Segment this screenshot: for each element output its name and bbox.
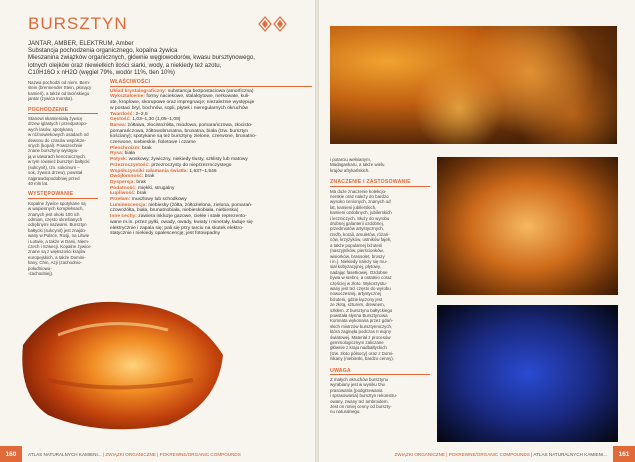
text-line: (sukcynit), tzn. sukcinum – (28, 164, 80, 170)
property-label: Współczynniki załamania światła: (110, 168, 189, 174)
footer-right (318, 446, 635, 462)
property-value: zawiera inkluzje gazowe, ciekłe i stałe reprezento- (136, 214, 247, 220)
text-line: biżuterii, gdzie łączony jest (330, 296, 383, 302)
text-line: (tzw. złoto północy) oraz z Domi- (330, 350, 394, 356)
text-line: bywa w srebro, a ostatnio coraz (330, 275, 392, 281)
footer-right-text-b: | ATLAS NATURALNYCH KAMIENI... (531, 451, 607, 457)
section-heading-uwaga: UWAGA (330, 369, 430, 375)
zastosowanie-text (330, 189, 430, 362)
text-line: kany, Chin, Azji (zachodnio- (28, 260, 82, 266)
section-heading-pochodzenie: POCHODZENIE (28, 108, 98, 114)
text-line: ze złotą, szturem, drewnem, (330, 302, 385, 308)
property-label: Rysa: (110, 151, 124, 157)
text-line: i sprasowania) bursztyn rekonstru- (330, 393, 398, 399)
property-value: 1,03–1,30 (1,05–1,09) (130, 117, 181, 123)
property-label: Inne cechy: (110, 214, 137, 220)
text-line: odrębnymi nazwami. Bursztyn (28, 222, 87, 228)
amber-photo-large (18, 285, 228, 435)
text-line: i in.). Niekiedy należy się mu- (330, 258, 388, 264)
subtitle-line: C10H16O x nH2O (węgiel 79%, wodór 11%, tlen 10%) (28, 68, 175, 76)
text-line: światowej. Materiał z procesów (330, 334, 391, 340)
diamond-icons (258, 16, 288, 32)
subtitle-line: Substancja pochodzenia organicznego, kopalna żywica (28, 47, 178, 55)
text-line: powstała słynna Bursztynowa (330, 312, 388, 318)
text-line: siał kobyzacyjnej, płytowy, (330, 264, 381, 270)
property-value: w postaci bryl, bochnów, sopli, płytek i nieregularnych okruchów (110, 105, 249, 111)
text-line: odmian, często określanych (28, 216, 83, 222)
text-line: Madagaskaru, a także wielu (330, 162, 385, 168)
text-line: znanych jest około 100 ich (28, 211, 80, 217)
text-line: lat, kamieni jubilerskich, (330, 204, 377, 210)
pochodzenie-text (28, 116, 98, 186)
text-line: południowo- (28, 265, 52, 271)
property-value: 2–2,5 (134, 111, 148, 117)
section-heading-zastosowanie: ZNACZENIE I ZASTOSOWANIE (330, 180, 430, 186)
text-line: skich mistrzów bursztynniczych, (330, 323, 393, 329)
property-label: Dyspersja: (110, 179, 136, 185)
text-line: częściej w złoto. Wykorzystu- (330, 280, 388, 286)
amber-figurine-photo (437, 157, 618, 295)
property-value: czowożółta, biała, brunatnobiała, niebieskobiała, niebieska) (110, 208, 239, 214)
text-line: stein (brennender Stein, płonący (28, 85, 92, 91)
property-label: Połysk: (110, 157, 128, 163)
text-line: -zachodniej). (28, 271, 54, 276)
text-line: Ma duże znaczenie kolekcjo- (330, 188, 387, 194)
property-label: Dwójłomność: (110, 174, 144, 180)
text-line: wany w Polsce, Rosji, na Litwie (28, 233, 90, 239)
book-gutter (315, 0, 319, 462)
footer-left-text (22, 452, 247, 457)
property-value: formy naciekowe, stalaktytowe, nerkowate, kuli- (144, 94, 250, 100)
text-line: Jest on mniej cenny od burszty- (330, 404, 392, 410)
property-label: Luminescencja: (110, 202, 147, 208)
text-line: kamieni ozdobnych, jubilerskich (330, 210, 392, 216)
property-value: substancja bezpostaciowa (amorficzna) (166, 88, 254, 94)
property-label: Podatność: (110, 185, 137, 191)
property-value: statycznie i niekiedy opalescencję; jest fotowpadny (110, 231, 221, 237)
property-value: przezroczysty do nieprzezroczystego (149, 162, 232, 168)
text-line: przedmiotów artystycznych, (330, 226, 384, 232)
text-line: w różnowiekowych osadach od (28, 132, 89, 138)
property-label: Gęstość: (110, 117, 131, 123)
text-line: 40 mln lat. (28, 180, 49, 186)
text-line: i leczniczych. Służy do wyrobu (330, 215, 390, 221)
property-label: Wykształcenie: (110, 94, 145, 100)
text-line: nerskie oraz należy do bardzo (330, 194, 389, 200)
text-line: Nazwa pochodzi od niem. Bern- (28, 80, 91, 85)
page-title: BURSZTYN (28, 14, 128, 33)
page-number-right: 161 (613, 446, 635, 462)
wystepowanie-text (28, 201, 98, 277)
text-line: kamień), a także od łacińskiego (28, 90, 90, 96)
text-line: wych lasów, spotykaną (28, 126, 73, 132)
uwaga-text (330, 377, 430, 415)
property-value: elektrycznie i zapala się; pali się przy tarciu na skutek elektro- (110, 225, 244, 231)
text-line: najprawdopodobniej przed (28, 175, 80, 181)
text-line: znane są z większości krajów (28, 249, 86, 255)
text-line: czech i Szwecji. Kopalne żywice (28, 243, 91, 249)
property-label: Przezroczystość: (110, 162, 150, 168)
footer-left-text-b: | ZWIĄZKI ORGANICZNE | POKREWNE/ORGANIC COMPOUNDS (102, 451, 241, 457)
property-value: miękki, strugalny (136, 185, 175, 191)
text-line: owany, zwany też ambroidem. (330, 398, 389, 404)
subtitle-line: lotnych olejków oraz niewielkich ilości siarki, wody, a niekiedy też azotu, (28, 61, 222, 69)
subtitle-block (28, 40, 300, 76)
text-line: drobnej galanterii ozdobnej, (330, 221, 384, 227)
property-value: żółtawa, złocistożółta, miodowa, pomarańczowa, złocisto- (126, 122, 253, 128)
properties-block (110, 80, 312, 237)
text-line: gemmologicznym zaliczane (330, 340, 384, 345)
text-line: znane bursztyny występu- (28, 148, 79, 154)
footer-right-text-a: ZWIĄZKI ORGANICZNE | POKREWNE/ORGANIC COMPOUNDS (394, 451, 530, 457)
text-line: wysoko cenionych, znanych od (330, 199, 391, 205)
section-heading-wlasciwosci: WŁAŚCIWOŚCI (110, 80, 312, 87)
text-line: bałtycki (sukcynit) jest znajdo- (28, 227, 87, 233)
footer-right-text (388, 452, 613, 457)
property-line (110, 231, 312, 237)
footer-left-text-a: ATLAS NATURALNYCH KAMIENI... (28, 451, 102, 457)
text-line: ców, krzyżyków, ustników fajek, (330, 237, 392, 243)
property-label: Twardość: (110, 111, 135, 117)
property-label: Łupliwość: (110, 191, 136, 197)
property-value: brak (140, 145, 152, 151)
subtitle-line: JANTAR, AMBER, ELEKTRUM, Amber (28, 40, 134, 47)
text-line: jantar (żywica morska). (28, 96, 74, 102)
text-line: wyrabiany jest w wyniku tzw. (330, 382, 386, 388)
text-line: Stanowi skamieniałą żywicę (28, 116, 83, 122)
text-line: Komnata wykonana przez gdań- (330, 318, 393, 324)
property-value: woskowy, żywiczny, niekiedy tłusty, szklisty lub matowy (127, 157, 248, 163)
property-value: brak (135, 191, 147, 197)
text-line: Z małych okruchów bursztynu (330, 377, 389, 383)
blue-amber-photo (437, 305, 618, 442)
footer-left (0, 446, 316, 462)
property-value: brak (135, 179, 146, 185)
text-line: w tym również bursztyn bałtycki (28, 159, 90, 165)
text-line: nadając fasetkowej. Ozdobne (330, 269, 388, 275)
text-line: nikany (niebieski, bardzo cenny). (330, 356, 394, 362)
text-line: drzew iglastych i przedpotopo- (28, 121, 88, 127)
property-label: Przełam: (110, 197, 131, 203)
diamond-icon (259, 17, 271, 31)
text-line: wisiorków, bransolet, broszy (330, 253, 385, 259)
text-line: nu naturalnego. (330, 409, 361, 415)
property-label: Barwa: (110, 122, 127, 128)
property-label: Układ krystalograficzny: (110, 88, 167, 94)
text-line: prasowania (podgrzewania (330, 387, 383, 393)
property-value: brak (143, 174, 155, 180)
text-line: sok, żywica drzew), powstał (28, 170, 83, 176)
property-value: kościany); spotykane są też bursztyny zielone, czerwone, brunatno- (110, 134, 257, 140)
right-column (330, 157, 430, 415)
intro-text (28, 80, 98, 102)
text-line: Kopalne żywice spotykane są (28, 200, 86, 206)
text-line: krajów afrykańskich. (330, 167, 370, 173)
text-line: dewonu do czasów współcze- (28, 137, 87, 143)
text-line: europejskich, a także Domini- (28, 254, 86, 260)
property-value: muszlowy lub schodkowy (130, 197, 187, 203)
text-line: a także popularnej biżuterii (330, 242, 383, 248)
text-line: szkłem. Z bursztynu bałtyckiego (330, 307, 393, 313)
section-heading-wystepowanie: WYSTĘPOWANIE (28, 192, 98, 198)
text-line: (naszyjników, pierścionków, (330, 248, 384, 254)
properties-list (110, 89, 312, 237)
property-value: biała (123, 151, 136, 157)
property-label: Pleochroizm: (110, 145, 141, 151)
left-sidebar (28, 80, 98, 276)
text-line: i potarciu wełnianym, (330, 157, 371, 162)
text-line: wany jest też często do wyrobu (330, 285, 391, 291)
text-line: która zaginęła podczas II wojny (330, 329, 392, 335)
right-top-text (330, 157, 430, 173)
page-number-left: 160 (0, 446, 22, 462)
text-line: snych (kopal). Powszechnie (28, 143, 83, 149)
property-value: ste, kroplowe, skorupowe oraz impregnacje; niezależnie występuje (110, 100, 255, 106)
subtitle-line: Mieszanina związków organicznych, głównie węglowodorów, kwasu bursztynowego, (28, 54, 255, 62)
amber-pieces-photo (330, 26, 617, 144)
property-value: pomarańczowa, żółtowobrunatna, brunatna, biała (tzw. bursztyn (110, 128, 249, 134)
text-line: głównie z kraju nadbałtyckich (330, 345, 387, 351)
text-line: rzeźb, korali, amuletów, różań- (330, 231, 390, 237)
text-line: ją w utworach kenozoicznych, (28, 153, 87, 159)
property-value: 1,537–1,545 (188, 168, 217, 174)
property-value: niebiesky (żółta, żółtozielona, zielona, pomarań- (146, 202, 253, 208)
text-line: w wapiennych kompleksach, (28, 206, 84, 212)
property-value: czerwone, niebieskie, fioletowe i czarne (110, 140, 196, 146)
property-value: wane m.in. przez pyłki, owady, owady, kwiaty i minerały, ładuje się (110, 219, 253, 225)
diamond-icon (274, 17, 286, 31)
text-line: i Łotwie, a także w Danii, Niem- (28, 238, 90, 244)
text-line: nowoczesnej, artystycznej (330, 291, 382, 297)
